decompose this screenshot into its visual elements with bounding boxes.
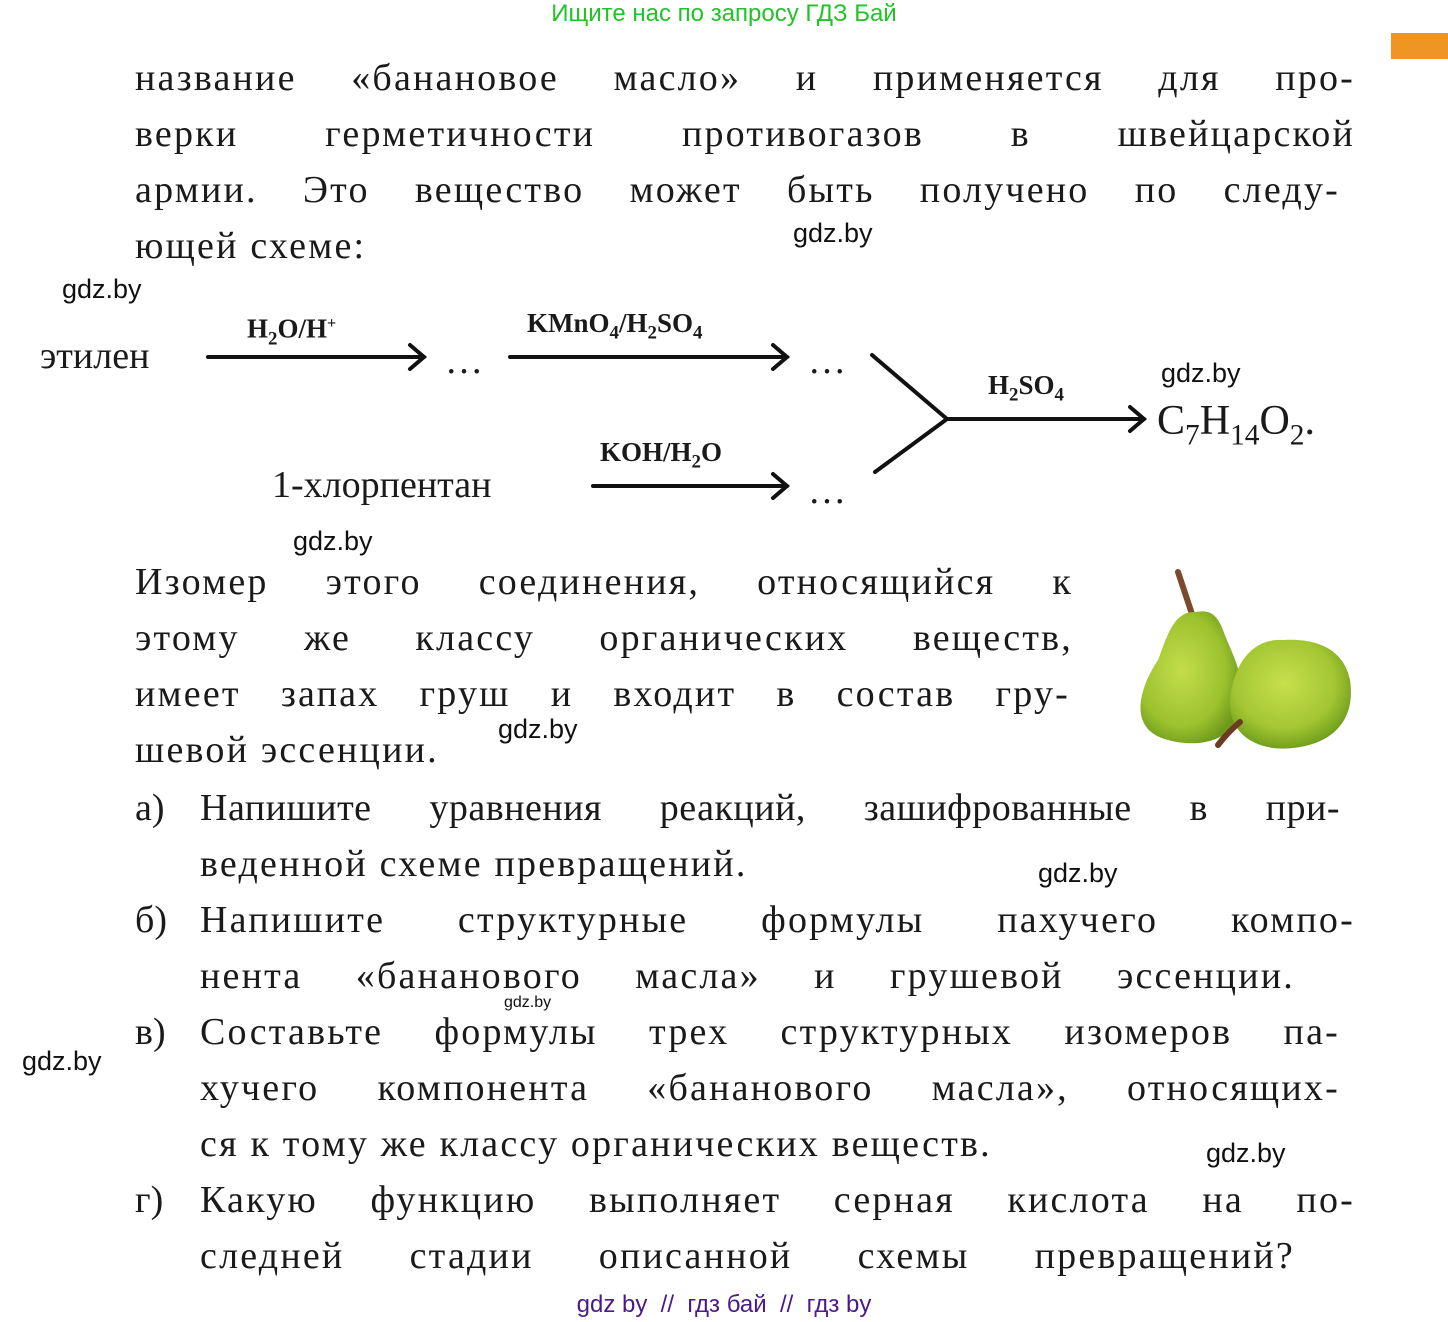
watermark: gdz.by [498, 714, 578, 744]
intermediate-1: … [445, 340, 486, 382]
watermark: gdz.by [22, 1046, 102, 1076]
search-banner[interactable]: Ищите нас по запросу ГДЗ Бай [551, 0, 897, 27]
ethylene-label: этилен [40, 335, 150, 377]
text-line: Напишите структурные формулы пахучего компо- [200, 899, 1355, 941]
text-line: веденной схеме превращений. [200, 843, 748, 885]
watermark: gdz.by [293, 526, 373, 556]
intermediate-2: … [808, 340, 849, 382]
text-line: Какую функцию выполняет серная кислота на по- [200, 1179, 1355, 1221]
intermediate-3: … [808, 470, 849, 512]
footer-links[interactable]: gdz by // гдз бай // гдз by [576, 1291, 872, 1318]
text-line: Напишите уравнения реакций, зашифрованные в при- [200, 787, 1340, 829]
reagent-h2so4: $H_2SO_4$ [988, 370, 1064, 406]
reagent-h2o-h: $H_2O/H^+$ [247, 313, 337, 350]
watermark: gdz.by [1161, 358, 1241, 388]
watermark: gdz.by [504, 994, 552, 1011]
text-line: ся к тому же классу органических веществ. [200, 1123, 992, 1165]
text-line: следней стадии описанной схемы превращений? [200, 1235, 1295, 1277]
text-line: шевой эссенции. [135, 729, 439, 771]
watermark: gdz.by [1038, 858, 1118, 888]
question-label: б) [135, 899, 167, 941]
text-line: верки герметичности противогазов в швейцарской [135, 113, 1355, 155]
product-formula: $C_7H_{14}O_2$. [1157, 398, 1315, 452]
scheme-arrows [0, 0, 1448, 560]
watermark: gdz.by [1206, 1138, 1286, 1168]
text-line: армии. Это вещество может быть получено по следу- [135, 169, 1340, 211]
text-line: имеет запах груш и входит в состав гру- [135, 673, 1070, 715]
question-label: в) [135, 1011, 166, 1053]
question-label: г) [135, 1179, 164, 1221]
text-line: ющей схеме: [135, 225, 367, 267]
watermark: gdz.by [62, 274, 142, 304]
text-line: название «банановое масло» и применяется для про- [135, 57, 1355, 99]
text-line: этому же классу органических веществ, [135, 617, 1073, 659]
text-line: Составьте формулы трех структурных изомеров па- [200, 1011, 1340, 1053]
text-line: хучего компонента «бананового масла», относящих- [200, 1067, 1340, 1109]
text-line: нента «бананового масла» и грушевой эссенции. [200, 955, 1295, 997]
question-label: а) [135, 787, 165, 829]
pears-image [1118, 560, 1362, 760]
text-line: Изомер этого соединения, относящийся к [135, 561, 1073, 603]
chloropentane-label: 1-хлорпентан [272, 464, 492, 506]
watermark: gdz.by [793, 218, 873, 248]
reagent-koh-h2o: KOH/$H_2O$ [600, 437, 722, 473]
reagent-kmno4-h2so4: $KMnO_4/H_2SO_4$ [527, 308, 703, 344]
